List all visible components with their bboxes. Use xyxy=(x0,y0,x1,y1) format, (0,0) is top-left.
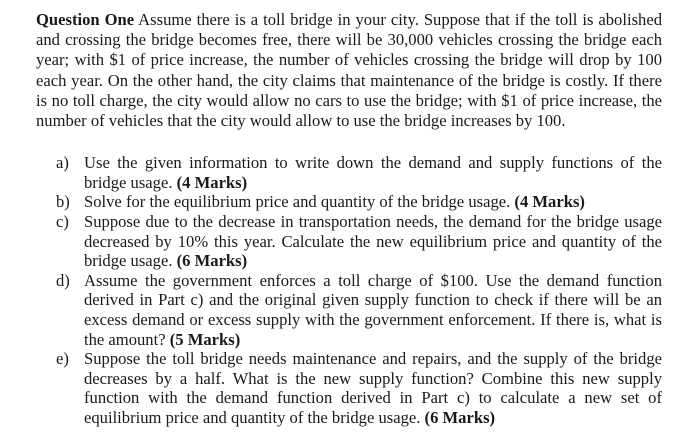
part-body: Assume the government enforces a toll charge of $100. Use the demand function derived in Part c) and the original given supply function to check if there will be an excess demand or excess supply with the government enforcement. If there is, what is the amount? xyxy=(84,270,662,349)
question-part-c xyxy=(56,212,662,271)
part-label: c) xyxy=(56,212,69,231)
question-part-b xyxy=(56,192,662,212)
part-text xyxy=(84,349,662,427)
part-label: e) xyxy=(56,349,69,369)
part-text xyxy=(84,212,662,271)
question-parts-list xyxy=(36,153,662,427)
part-marks: (5 Marks) xyxy=(169,329,241,349)
part-label: d) xyxy=(56,270,70,290)
part-label: a) xyxy=(56,153,69,173)
part-marks: (4 Marks) xyxy=(514,192,585,212)
question-intro-paragraph xyxy=(36,10,662,131)
question-title: Question One xyxy=(36,10,135,29)
question-part-a xyxy=(56,153,662,192)
part-body: Solve for the equilibrium price and quantity of the bridge usage. xyxy=(84,192,511,212)
part-text xyxy=(84,153,662,192)
part-body: Suppose the toll bridge needs maintenance and repairs, and the supply of the bridge decreases by a half. What is the new supply function? Combine this new supply function with the demand function derived in Part c) to calculate a new set of equilibrium price and quantity of the bridge usage. xyxy=(84,349,662,427)
part-marks: (6 Marks) xyxy=(424,407,496,427)
part-text xyxy=(84,271,662,349)
part-text xyxy=(84,192,662,212)
question-part-d xyxy=(56,271,662,349)
question-part-e xyxy=(56,349,662,427)
part-body: Use the given information to write down the demand and supply functions of the bridge usage. xyxy=(84,153,662,192)
part-body: Suppose due to the decrease in transportation needs, the demand for the bridge usage decreased by 10% this year. Calculate the new equilibrium price and quantity of the bridge usage. xyxy=(84,212,662,271)
part-marks: (4 Marks) xyxy=(176,172,248,192)
part-label: b) xyxy=(56,192,70,212)
part-marks: (6 Marks) xyxy=(176,251,248,271)
question-intro-text: Assume there is a toll bridge in your city. Suppose that if the toll is abolished and crossing the bridge becomes free, there will be 30,000 vehicles crossing the bridge each year; with $1 of price increase, the number of vehicles crossing the bridge will drop by 100 each year. On the other hand, the city claims that maintenance of the bridge is costly. If there is no toll charge, the city would allow no cars to use the bridge; with $1 of price increase, the number of vehicles that the city would allow to use the bridge increases by 100. xyxy=(36,10,662,131)
